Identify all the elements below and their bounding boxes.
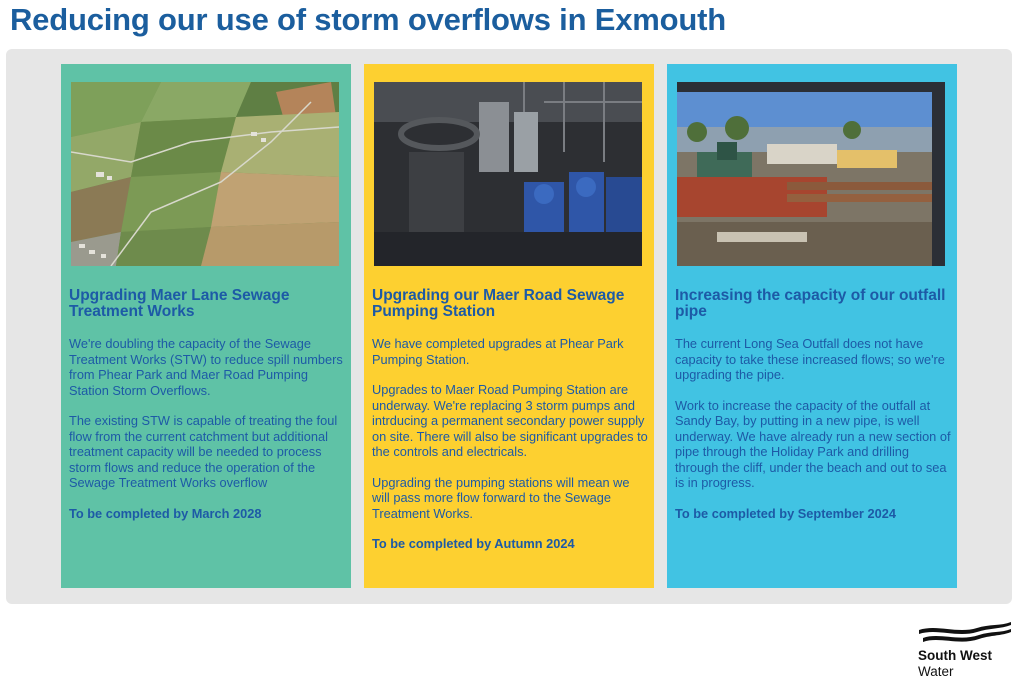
card-paragraph: The existing STW is capable of treating the foul flow from the current catchment but additional treatment capacity will be needed to process storm flows and reduce the operation of the Sewage Treatment Works overflow: [69, 413, 338, 490]
pumping-station-valves-photo: [374, 82, 642, 266]
card-heading: Upgrading Maer Lane Sewage Treatment Works: [69, 287, 290, 320]
card-paragraph: Upgrading the pumping stations will mean we will pass more flow forward to the Sewage Treatment Works.: [372, 474, 630, 521]
logo-line-2: Water: [918, 664, 954, 679]
card-outfall-pipe: [667, 64, 957, 588]
card-paragraph: The current Long Sea Outfall does not have capacity to take these increased flows; so we're upgrading the pipe.: [675, 336, 945, 382]
completion-date: To be completed by March 2028: [69, 505, 262, 521]
page-title: Reducing our use of storm overflows in Exmouth: [10, 2, 726, 37]
card-heading: Upgrading our Maer Road Sewage Pumping Station: [372, 287, 625, 320]
completion-date: To be completed by September 2024: [675, 505, 896, 521]
card-body: [675, 336, 951, 536]
card-paragraph: We're doubling the capacity of the Sewage Treatment Works (STW) to reduce spill numbers from Phear Park and Maer Road Pumping Station Storm Overflows.: [69, 336, 343, 398]
south-west-water-logo: [917, 620, 1017, 686]
logo-line-1: South West: [918, 648, 992, 663]
wave-icon: [917, 620, 1013, 646]
card-paragraph: Upgrades to Maer Road Pumping Station are underway. We're replacing 3 storm pumps and intrducing a permanent secondary power supply on site. There will also be significant upgrades to the controls and electricals.: [372, 382, 648, 459]
card-maer-road-pumping: [364, 64, 654, 588]
completion-date: To be completed by Autumn 2024: [372, 536, 575, 551]
card-paragraph: Work to increase the capacity of the outfall at Sandy Bay, by putting in a new pipe, is well underway. We have already run a new section of pipe through the Holiday Park and drilling through the cliff, under the beach and out to sea is in progress.: [675, 397, 951, 490]
card-heading: Increasing the capacity of our outfall pipe: [675, 287, 946, 320]
card-maer-lane-stw: [61, 64, 351, 588]
card-paragraph: We have completed upgrades at Phear Park Pumping Station.: [372, 336, 624, 367]
construction-site-photo: [677, 82, 945, 266]
card-body: [69, 336, 345, 536]
aerial-farmland-photo: [71, 82, 339, 266]
card-body: [372, 336, 648, 567]
